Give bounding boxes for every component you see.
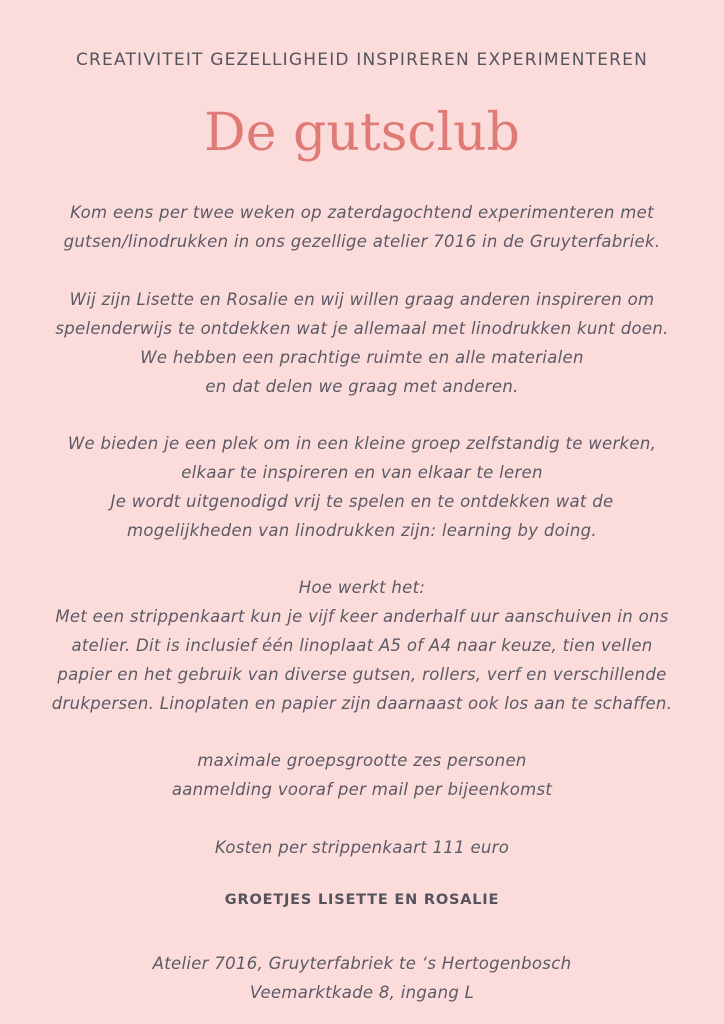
paragraph-line: spelenderwijs te ontdekken wat je allemaal met linodrukken kunt doen. (55, 319, 669, 338)
address-line: Veemarktkade 8, ingang L (249, 983, 475, 1002)
intro-paragraph (0, 198, 724, 256)
paragraph-line: maximale groepsgrootte zes personen (197, 751, 527, 770)
paragraph-line: papier en het gebruik van diverse gutsen, rollers, verf en verschillende (57, 665, 667, 684)
paragraph-line: en dat delen we graag met anderen. (205, 377, 519, 396)
paragraph-line: We hebben een prachtige ruimte en alle materialen (140, 348, 584, 367)
paragraph-line: Hoe werkt het: (298, 578, 426, 597)
signoff: GROETJES LISETTE EN ROSALIE (224, 892, 500, 908)
cost-paragraph (0, 833, 724, 862)
about-paragraph (0, 285, 724, 401)
paragraph-line: mogelijkheden van linodrukken zijn: learning by doing. (127, 521, 597, 540)
paragraph-line: Je wordt uitgenodigd vrij te spelen en te ontdekken wat de (110, 492, 614, 511)
paragraph-line: Kosten per strippenkaart 111 euro (214, 838, 510, 857)
paragraph-line: atelier. Dit is inclusief één linoplaat A5 of A4 naar keuze, tien vellen (71, 636, 653, 655)
address-line: Atelier 7016, Gruyterfabriek te ‘s Hertogenbosch (152, 954, 572, 973)
paragraph-line: elkaar te inspireren en van elkaar te leren (181, 463, 543, 482)
page-title: De gutsclub (204, 103, 520, 163)
group-info-paragraph (0, 746, 724, 804)
paragraph-line: Kom eens per twee weken op zaterdagochtend experimenteren met (70, 203, 654, 222)
paragraph-line: We bieden je een plek om in een kleine groep zelfstandig te werken, (67, 434, 657, 453)
tagline: CREATIVITEIT GEZELLIGHEID INSPIREREN EXPERIMENTEREN (75, 50, 649, 70)
paragraph-line: gutsen/linodrukken in ons gezellige atelier 7016 in de Gruyterfabriek. (63, 232, 661, 251)
paragraph-line: aanmelding vooraf per mail per bijeenkomst (171, 780, 553, 799)
paragraph-line: Wij zijn Lisette en Rosalie en wij willen graag anderen inspireren om (69, 290, 655, 309)
address (0, 949, 724, 1007)
paragraph-line: drukpersen. Linoplaten en papier zijn daarnaast ook los aan te schaffen. (51, 694, 673, 713)
offer-paragraph (0, 429, 724, 545)
how-it-works-paragraph (0, 573, 724, 718)
paragraph-line: Met een strippenkaart kun je vijf keer anderhalf uur aanschuiven in ons (55, 607, 669, 626)
